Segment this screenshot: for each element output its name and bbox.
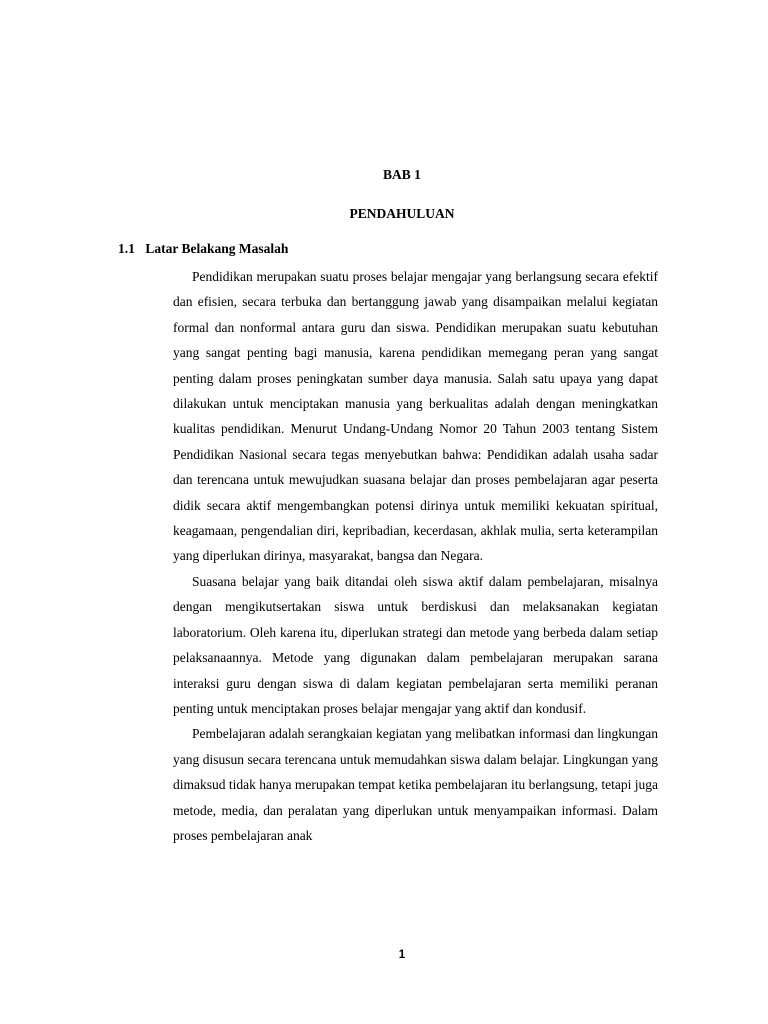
section-heading [118,241,288,257]
page-number: 1 [398,949,406,961]
body-text [173,264,658,848]
paragraph: Suasana belajar yang baik ditandai oleh siswa aktif dalam pembelajaran, misalnya dengan mengikutsertakan siswa untuk berdiskusi dan melaksanakan kegiatan laboratorium. Oleh karena itu, diperlukan strategi dan metode yang berbeda dalam setiap pelaksanaannya. Metode yang digunakan dalam pembelajaran merupakan sarana interaksi guru dengan siswa di dalam kegiatan pembelajaran serta memiliki peranan penting untuk menciptakan proses belajar mengajar yang aktif dan kondusif. [173,573,658,716]
chapter-title: PENDAHULUAN [349,206,455,221]
section-number: 1.1 [118,241,135,256]
section-title: Latar Belakang Masalah [145,241,289,256]
paragraph: Pendidikan merupakan suatu proses belajar mengajar yang berlangsung secara efektif dan efisien, secara terbuka dan bertanggung jawab yang disampaikan melalui kegiatan formal dan nonformal antara guru dan siswa. Pendidikan merupakan suatu kebutuhan yang sangat penting bagi manusia, karena pendidikan memegang peran yang sangat penting dalam proses peningkatan sumber daya manusia. Salah satu upaya yang dapat dilakukan untuk menciptakan manusia yang berkualitas adalah dengan meningkatkan kualitas pendidikan. Menurut Undang-Undang Nomor 20 Tahun 2003 tentang Sistem Pendidikan Nasional secara tegas menyebutkan bahwa: Pendidikan adalah usaha sadar dan terencana untuk mewujudkan suasana belajar dan proses pembelajaran agar peserta didik secara aktif mengembangkan potensi dirinya untuk memiliki kekuatan spiritual, keagamaan, pengendalian diri, kepribadian, kecerdasan, akhlak mulia, serta keterampilan yang diperlukan dirinya, masyarakat, bangsa dan Negara. [173,269,658,564]
paragraph: Pembelajaran adalah serangkaian kegiatan yang melibatkan informasi dan lingkungan yang disusun secara terencana untuk memudahkan siswa dalam belajar. Lingkungan yang dimaksud tidak hanya merupakan tempat ketika pembelajaran itu berlangsung, tetapi juga metode, media, dan peralatan yang diperlukan untuk menyampaikan informasi. Dalam proses pembelajaran anak [173,726,658,843]
chapter-number: BAB 1 [383,167,421,182]
